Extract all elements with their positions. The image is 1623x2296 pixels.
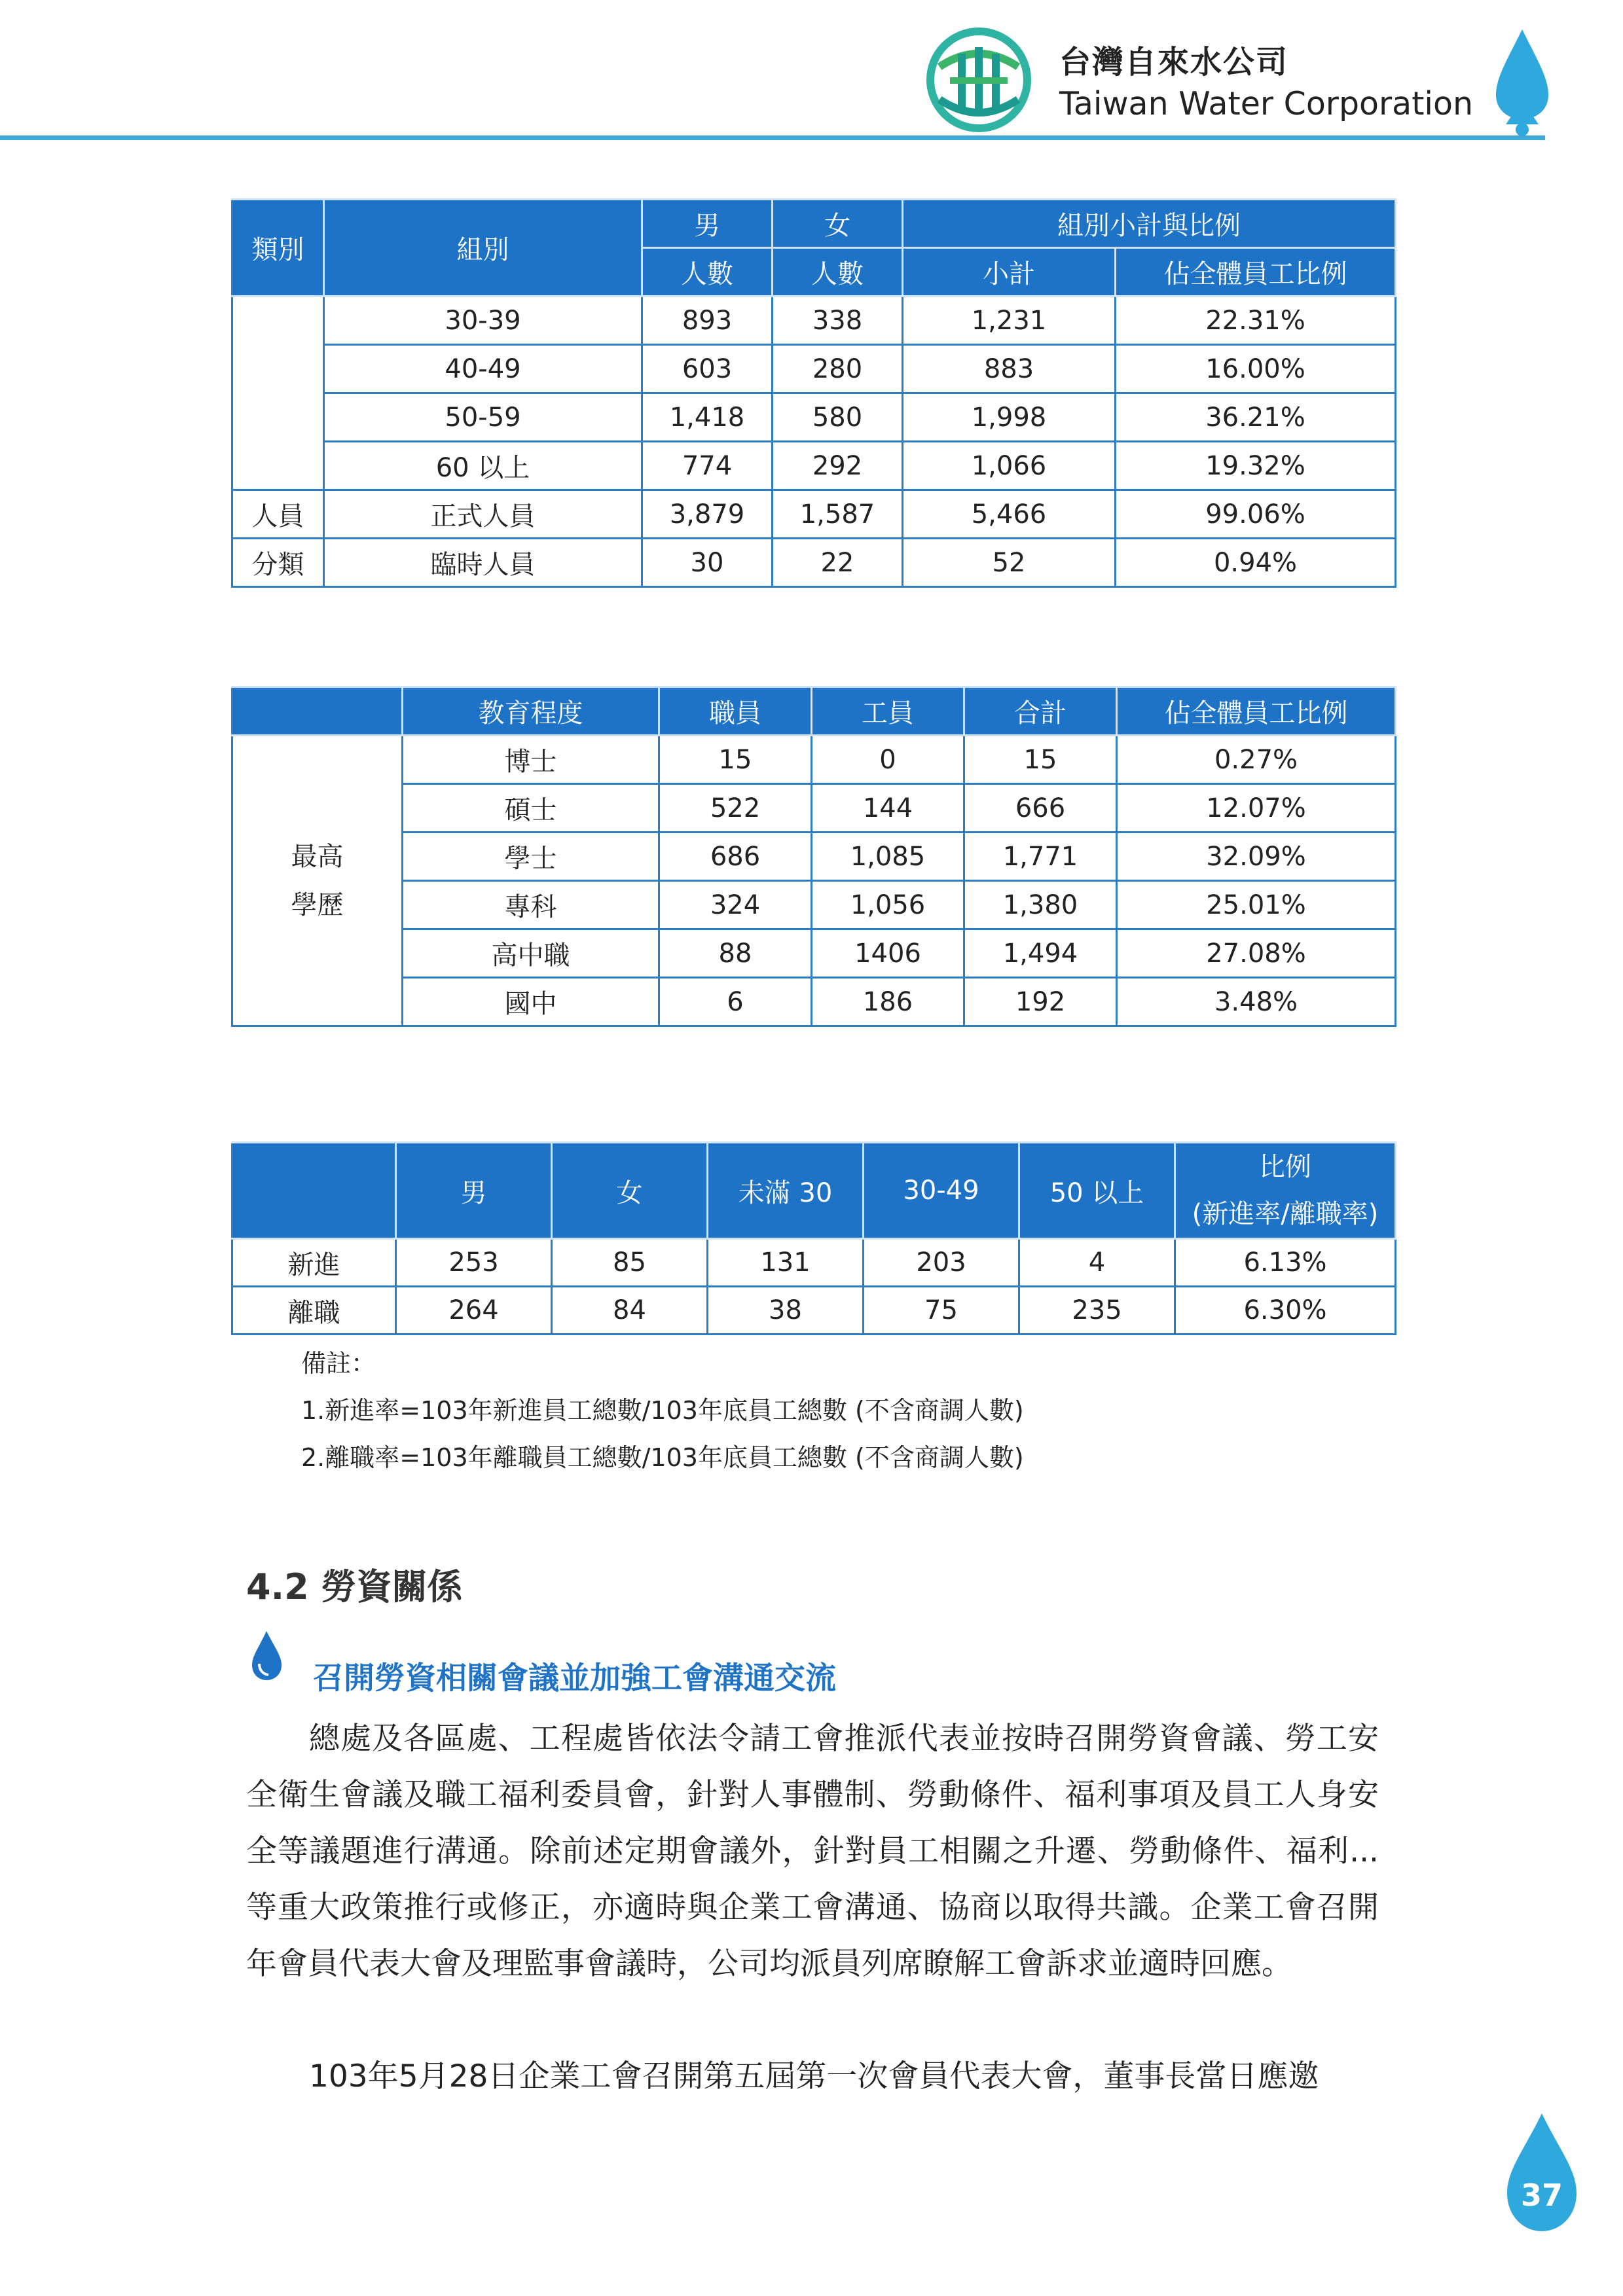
cell-female: 22 [773,539,903,587]
table-row [232,490,1396,539]
header-blank [232,1143,396,1239]
header-blank [232,687,403,736]
cell-50-plus: 4 [1019,1239,1175,1287]
company-name-en: Taiwan Water Corporation [1059,85,1474,122]
header-category: 類別 [232,200,324,296]
cell-50-plus: 235 [1019,1287,1175,1335]
cell-ratio: 99.06% [1116,490,1396,539]
ratio-header-line-2: (新進率/離職率) [1192,1199,1379,1229]
cell-worker: 1406 [812,929,964,978]
cell-staff: 6 [659,978,812,1026]
cell-female: 84 [552,1287,708,1335]
category-line-2: 學歷 [291,889,344,920]
cell-female: 1,587 [773,490,903,539]
age-and-personnel-table [231,198,1396,588]
company-logo [926,27,1031,132]
header-subtotal: 小計 [903,248,1116,296]
cell-total: 192 [964,978,1117,1026]
cell-ratio: 0.94% [1116,539,1396,587]
cell-male: 264 [396,1287,552,1335]
table-row [232,1239,1396,1287]
header-male-count: 人數 [642,248,773,296]
notes-title: 備註： [301,1349,376,1378]
header-50-plus: 50 以上 [1019,1143,1175,1239]
cell-staff: 324 [659,881,812,929]
cell-ratio: 22.31% [1116,296,1396,345]
body-paragraph-1 [246,1711,1379,1992]
cell-level: 專科 [403,881,659,929]
cell-ratio: 6.30% [1175,1287,1396,1335]
cell-male: 774 [642,442,773,490]
cell-total: 666 [964,784,1117,833]
cell-ratio: 0.27% [1117,736,1396,784]
cell-group: 40-49 [324,345,642,393]
cell-subtotal: 52 [903,539,1116,587]
cell-ratio: 12.07% [1117,784,1396,833]
cell-group: 臨時人員 [324,539,642,587]
cell-group: 50-59 [324,393,642,442]
cell-male: 1,418 [642,393,773,442]
table-row [232,929,1396,978]
cell-worker: 144 [812,784,964,833]
table-row [232,345,1396,393]
cell-female: 580 [773,393,903,442]
cell-staff: 522 [659,784,812,833]
body-paragraph-2 [246,2049,1379,2105]
company-name-zh: 台灣自來水公司 [1059,44,1289,81]
cell-female: 292 [773,442,903,490]
table-row [232,978,1396,1026]
cell-subtotal: 5,466 [903,490,1116,539]
header-ratio [1175,1143,1396,1239]
table-row [232,784,1396,833]
education-table [231,686,1396,1027]
header-group: 組別 [324,200,642,296]
header-female: 女 [773,200,903,248]
cell-30-49: 203 [864,1239,1019,1287]
cell-ratio: 27.08% [1117,929,1396,978]
table-row [232,833,1396,881]
cell-label: 離職 [232,1287,396,1335]
subsection-title: 召開勞資相關會議並加強工會溝通交流 [313,1660,836,1696]
cell-level: 碩士 [403,784,659,833]
cell-worker: 1,056 [812,881,964,929]
water-drop-mascot-icon [1486,26,1558,137]
cell-worker: 0 [812,736,964,784]
cell-label: 新進 [232,1239,396,1287]
cell-group: 正式人員 [324,490,642,539]
cell-male: 603 [642,345,773,393]
cell-ratio: 36.21% [1116,393,1396,442]
cell-male: 893 [642,296,773,345]
header-female: 女 [552,1143,708,1239]
cell-level: 學士 [403,833,659,881]
table-row [232,393,1396,442]
paragraph-text: 103年5月28日企業工會召開第五屆第一次會員代表大會，董事長當日應邀 [309,2058,1319,2094]
cell-total: 1,380 [964,881,1117,929]
header-rule [0,135,1545,140]
table-row [232,539,1396,587]
cell-female: 338 [773,296,903,345]
ratio-header-line-1: 比例 [1259,1152,1311,1182]
header-subtotal-ratio: 組別小計與比例 [903,200,1396,248]
note-line-1: 1.新進率=103年新進員工總數/103年底員工總數 (不含商調人數) [301,1396,1024,1425]
cell-staff: 15 [659,736,812,784]
cell-subtotal: 1,231 [903,296,1116,345]
table-row [232,736,1396,784]
cell-level: 博士 [403,736,659,784]
category-cell-age [232,296,324,490]
header-under-30: 未滿 30 [708,1143,864,1239]
cell-ratio: 32.09% [1117,833,1396,881]
cell-under-30: 38 [708,1287,864,1335]
cell-ratio: 6.13% [1175,1239,1396,1287]
table-row [232,296,1396,345]
cell-male: 3,879 [642,490,773,539]
header-30-49: 30-49 [864,1143,1019,1239]
header-ratio: 佔全體員工比例 [1116,248,1396,296]
paragraph-text: 總處及各區處、工程處皆依法令請工會推派代表並按時召開勞資會議、勞工安全衛生會議及職工福利委員會，針對人事體制、勞動條件、福利事項及員工人身安全等議題進行溝通。除前述定期會議外，針對員工相關之升遷、勞動條件、福利...等重大政策推行或修正，亦適時與企業工會溝通、協商以取得共識。企業工會召開年會員代表大會及理監事會議時，公司均派員列席瞭解工會訴求並適時回應。 [246,1721,1379,1982]
header-ratio: 佔全體員工比例 [1117,687,1396,736]
cell-under-30: 131 [708,1239,864,1287]
hire-turnover-table [231,1141,1396,1335]
page-number: 37 [1520,2178,1563,2213]
cell-female: 85 [552,1239,708,1287]
cell-level: 高中職 [403,929,659,978]
cell-level: 國中 [403,978,659,1026]
cell-worker: 1,085 [812,833,964,881]
table-row [232,881,1396,929]
cell-subtotal: 1,066 [903,442,1116,490]
header-worker: 工員 [812,687,964,736]
category-cell-education [232,736,403,1026]
cell-ratio: 25.01% [1117,881,1396,929]
cell-ratio: 16.00% [1116,345,1396,393]
cell-male: 253 [396,1239,552,1287]
cell-ratio: 19.32% [1116,442,1396,490]
note-line-2: 2.離職率=103年離職員工總數/103年底員工總數 (不含商調人數) [301,1443,1024,1472]
header-male: 男 [642,200,773,248]
cell-subtotal: 1,998 [903,393,1116,442]
header-female-count: 人數 [773,248,903,296]
cell-worker: 186 [812,978,964,1026]
cell-staff: 686 [659,833,812,881]
category-line-1: 最高 [291,841,344,872]
header-male: 男 [396,1143,552,1239]
cell-male: 30 [642,539,773,587]
header-education: 教育程度 [403,687,659,736]
section-title: 4.2 勞資關係 [246,1566,463,1607]
category-cell-personnel: 人員 [232,490,324,539]
header-staff: 職員 [659,687,812,736]
cell-subtotal: 883 [903,345,1116,393]
header-total: 合計 [964,687,1117,736]
cell-staff: 88 [659,929,812,978]
water-drop-icon [249,1630,285,1682]
cell-30-49: 75 [864,1287,1019,1335]
page-number-drop-icon [1499,2111,1584,2235]
cell-total: 15 [964,736,1117,784]
cell-total: 1,494 [964,929,1117,978]
category-cell-personnel-2: 分類 [232,539,324,587]
table-row [232,442,1396,490]
cell-ratio: 3.48% [1117,978,1396,1026]
cell-group: 60 以上 [324,442,642,490]
cell-female: 280 [773,345,903,393]
cell-group: 30-39 [324,296,642,345]
table-row [232,1287,1396,1335]
cell-total: 1,771 [964,833,1117,881]
